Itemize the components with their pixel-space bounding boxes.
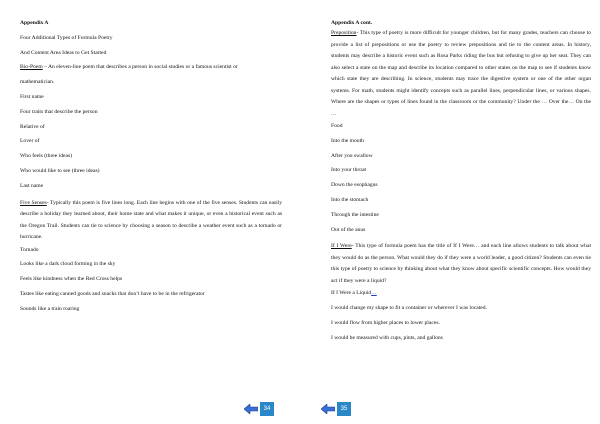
appendix-cont-heading: Appendix A cont.	[331, 20, 373, 26]
bio-poem-lines	[20, 94, 284, 198]
if-i-were-text: - This type of formula poem has the title of If I Were… and each line allows students to talk about what they would do as the person. What would they do if they were a world leader, a good citizen? Students can even tie this type of poetry to science by thinking about what they know about specific scientific concepts. How would they act if they were a liquid?	[331, 243, 591, 284]
subtitle-line-2: And Content Area Ideas to Get Started	[20, 49, 107, 56]
appendix-heading: Appendix A	[20, 20, 49, 26]
preposition-line: After you swallow	[331, 152, 373, 159]
five-senses-label: Five Senses	[20, 199, 47, 206]
five-senses-paragraph	[20, 198, 282, 244]
bio-poem-text-cont: mathematician.	[20, 79, 55, 86]
if-i-were-paragraph	[331, 241, 591, 287]
bio-poem-label: Bio-Poem	[20, 64, 43, 71]
preposition-line: Out of the anus	[331, 226, 366, 233]
pager-left	[244, 401, 274, 417]
if-i-were-label: If I Were	[331, 243, 352, 250]
bio-poem-line: Who feels (three ideas)	[20, 153, 73, 160]
right-page	[300, 0, 600, 424]
liquid-link[interactable]: …	[371, 290, 377, 297]
bio-poem-line: Who would like to see (three ideas)	[20, 167, 100, 174]
liquid-title-text: If I Were a Liquid	[331, 290, 372, 297]
liquid-line: I would flow from higher places to lower places.	[331, 319, 440, 326]
preposition-lines	[331, 123, 590, 241]
five-senses-line: Looks like a dark cloud forming in the sky	[20, 261, 116, 268]
five-senses-text: - Typically this poem is five lines long. Each line begins with one of the five senses. Students can easily describe a holiday they learned about, their home state and what makes it unique, or even a historical event such as the Oregon Trail. Students can tie to science by choosing a season to describe a weather event such as a tornado or hurricane.	[20, 199, 283, 241]
preposition-line: Food	[331, 123, 343, 129]
bio-poem-line: First name	[20, 93, 44, 100]
preposition-line: Through the intestine	[331, 211, 379, 218]
prev-arrow-icon[interactable]	[244, 404, 258, 414]
preposition-label: Preposition	[331, 30, 357, 36]
preposition-line: Into the mouth	[331, 137, 364, 144]
prev-arrow-icon[interactable]	[321, 404, 335, 414]
preposition-line: Into your throat	[331, 167, 367, 174]
preposition-paragraph	[331, 28, 591, 120]
five-senses-line: Tornado	[20, 246, 39, 253]
bio-poem-line: Last name	[20, 182, 44, 189]
bio-poem-text: – An eleven-line poem that describes a person in social studies or a famous scientist or	[42, 64, 238, 71]
five-senses-line: Sounds like a train roaring	[20, 305, 80, 312]
liquid-lines	[331, 305, 590, 349]
five-senses-lines	[20, 247, 284, 321]
liquid-line: I would change my shape to fit a container or wherever I was located.	[331, 305, 487, 312]
subtitle-line-1: Four Additional Types of Formula Poetry	[20, 34, 113, 41]
preposition-line: Into the stomach	[331, 196, 369, 203]
bio-poem-line: Lover of	[20, 138, 40, 145]
preposition-text: - This type of poetry is more difficult for younger children, but for many grades, teachers can choose to provide a list of prepositions or use the poetry to review prepositions and tie to the content areas. In history, students may describe a historic event such as Rosa Parks riding the bus but refusing to give up her seat. They can also select a state on the map and describe its location compared to other states on the map to see if students know which state they are describing. In science, students may trace the digestive system or one of the other organ systems. For math, students might identify concepts such as parallel lines, perpendicular lines, or various shapes. Where are the shapes or types of lines found in the classroom or the community? Under the … Over the… On the …	[331, 30, 591, 117]
bio-poem-line: Four traits that describe the person	[20, 108, 98, 115]
liquid-line: I would be measured with cups, pints, and gallons	[331, 334, 443, 341]
bio-poem-line: Relative of	[20, 123, 45, 130]
five-senses-line: Tastes like eating canned goods and snacks that don’t have to be in the refrigerator	[20, 290, 205, 297]
page-number-left[interactable]: 34	[260, 402, 274, 416]
pager-right	[321, 401, 351, 417]
preposition-line: Down the esophagus	[331, 182, 378, 189]
five-senses-line: Feels like kindness when the Red Cross helps	[20, 276, 123, 283]
page-number-right[interactable]: 35	[337, 402, 351, 416]
